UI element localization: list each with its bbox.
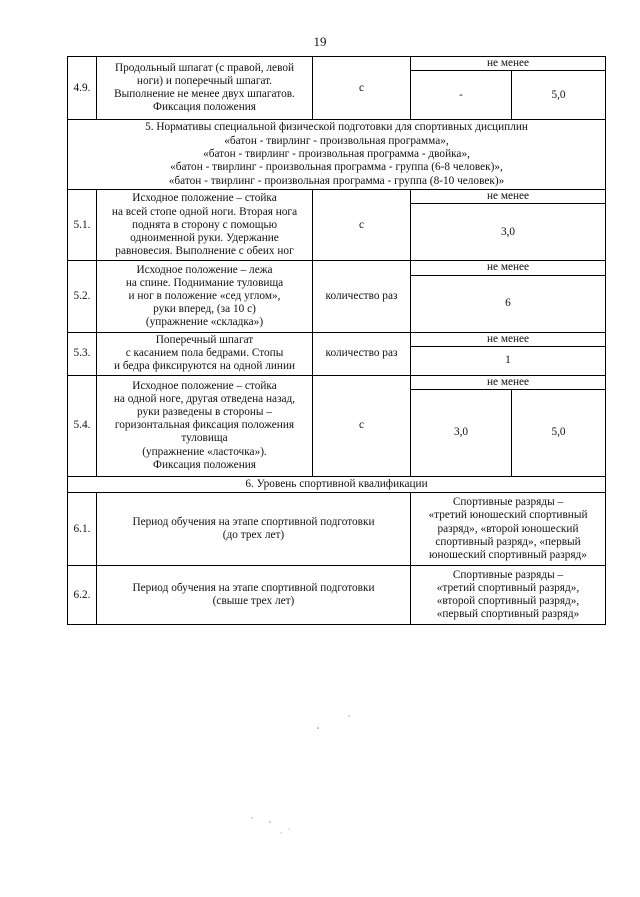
page-number: 19 [313,34,327,49]
exercise-description: Исходное положение – стойка на всей стопе одной ноги. Вторая нога поднята в сторону с помощью одноименной руки. Удержание равновесия. Выполнение с обеих ног [97,190,313,261]
unit-cell: с [313,375,411,476]
section-heading: 5. Нормативы специальной физической подготовки для спортивных дисциплин «батон - твирлинг - произвольная программа», «батон - твирлинг - произвольная программа - двойка», «батон - твирлинг - произвольная программа - группа (6-8 человек)», «батон - твирлинг - произвольная программа - группа (8-10 человек)» [68,120,606,190]
period-description: Период обучения на этапе спортивной подготовки (свыше трех лет) [97,566,411,625]
unit-cell: с [313,190,411,261]
not-less-header: не менее [411,57,606,71]
not-less-header: не менее [411,261,606,275]
value-cell: 1 [411,347,606,375]
exercise-description: Поперечный шпагат с касанием пола бедрами. Стопы и бедра фиксируются на одной линии [97,332,313,375]
exercise-description: Продольный шпагат (с правой, левой ноги) и поперечный шпагат. Выполнение не менее двух шпагатов. Фиксация положения [97,57,313,120]
not-less-header: не менее [411,190,606,204]
row-number: 5.3. [68,332,97,375]
exercise-description: Исходное положение – лежа на спине. Поднимание туловища и ног в положение «сед углом», руки вперед, (за 10 с) (упражнение «складка») [97,261,313,332]
row-number: 5.4. [68,375,97,476]
qualification-cell: Спортивные разряды – «третий спортивный разряд», «второй спортивный разряд», «первый спортивный разряд» [411,566,606,625]
period-description: Период обучения на этапе спортивной подготовки (до трех лет) [97,493,411,566]
row-number: 6.2. [68,566,97,625]
unit-cell: количество раз [313,332,411,375]
exercise-description: Исходное положение – стойка на одной ноге, другая отведена назад, руки разведены в стороны – горизонтальная фиксация положения туловища (упражнение «ласточка»). Фиксация положения [97,375,313,476]
value-cell: 5,0 [512,71,606,120]
value-cell: 5,0 [512,389,606,476]
row-number: 5.2. [68,261,97,332]
unit-cell: с [313,57,411,120]
norms-table [67,56,606,625]
qualification-cell: Спортивные разряды – «третий юношеский спортивный разряд», «второй юношеский спортивный разряд», «первый юношеский спортивный разряд» [411,493,606,566]
unit-cell: количество раз [313,261,411,332]
value-cell: 6 [411,275,606,332]
value-cell: 3,0 [411,204,606,261]
row-number: 6.1. [68,493,97,566]
section-heading: 6. Уровень спортивной квалификации [68,476,606,492]
not-less-header: не менее [411,332,606,347]
value-cell: 3,0 [411,389,512,476]
not-less-header: не менее [411,375,606,389]
value-cell: - [411,71,512,120]
row-number: 5.1. [68,190,97,261]
row-number: 4.9. [68,57,97,120]
